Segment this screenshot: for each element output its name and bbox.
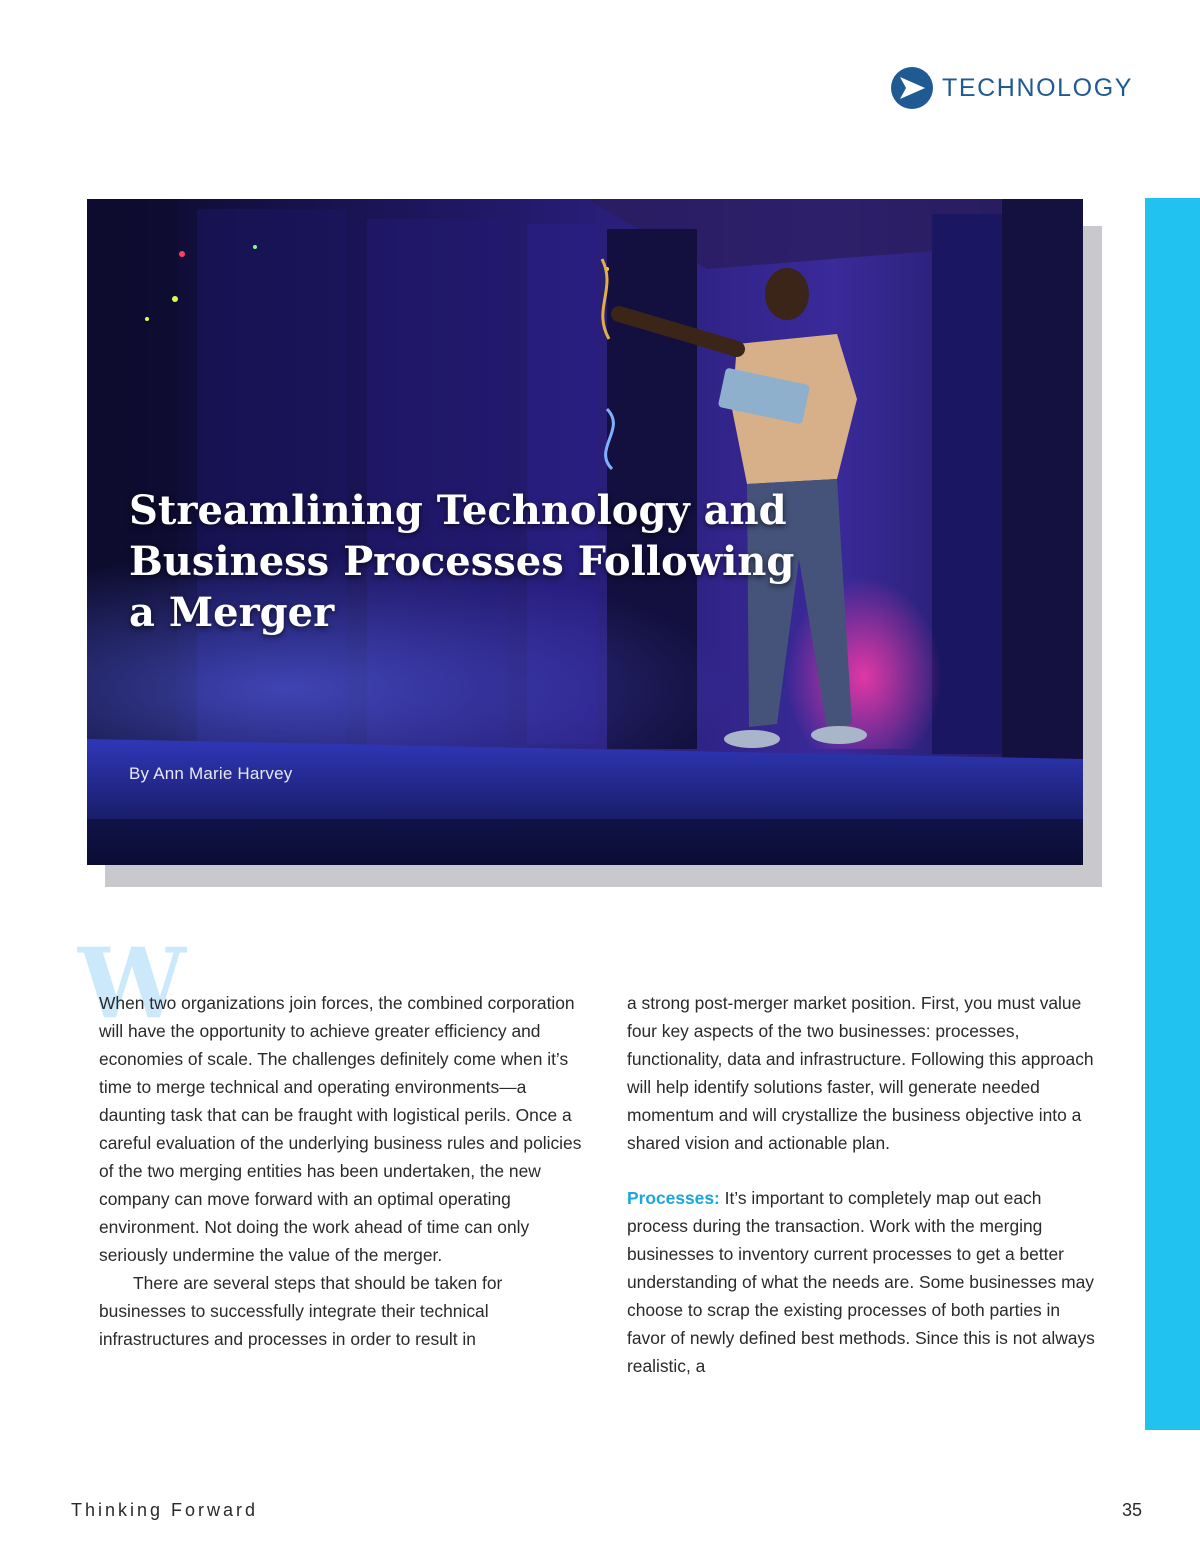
byline: By Ann Marie Harvey (129, 764, 293, 783)
side-accent-bar (1145, 198, 1200, 1430)
circle-play-arrow-icon (890, 66, 934, 110)
drop-cap: W (78, 927, 186, 1040)
paragraph: When two organizations join forces, the combined corporation will have the opportunity to achieve greater efficiency and economies of scale. The challenges definitely come when it’s time to merge technical and operating environments—a daunting task that can be fraught with logistical perils. Once a careful evaluation of the underlying business rules and policies of the two merging entities has been undertaken, the new company can move forward with an optimal operating environment. Not doing the work ahead of time can only seriously undermine the value of the merger. (99, 993, 582, 1265)
article-column-left (99, 989, 589, 1353)
processes-paragraph (627, 1184, 1097, 1380)
section-label: TECHNOLOGY (942, 73, 1134, 102)
paragraph: a strong post-merger market position. First, you must value four key aspects of the two businesses: processes, functionality, data and infrastructure. Following this approach will help identify solutions faster, will generate needed momentum and will crystallize the business objective into a shared vision and actionable plan. (627, 993, 1094, 1153)
article-title: Streamlining Technology and Business Processes Following a Merger (129, 487, 795, 636)
publication-name: Thinking Forward (71, 1500, 259, 1520)
processes-text: It’s important to completely map out each process during the transaction. Work with the merging businesses to inventory current processes to get a better understanding of what the needs are. Some businesses may choose to scrap the existing processes of both parties in favor of newly defined best methods. Since this is not always realistic, a (627, 1188, 1095, 1376)
section-tag (890, 66, 1133, 110)
paragraph: There are several steps that should be taken for businesses to successfully integrate their technical infrastructures and processes in order to result in (99, 1273, 503, 1349)
processes-label: Processes: (627, 1188, 720, 1208)
hero-image (87, 199, 1083, 865)
page-number: 35 (1122, 1500, 1143, 1520)
article-column-right (627, 989, 1097, 1380)
